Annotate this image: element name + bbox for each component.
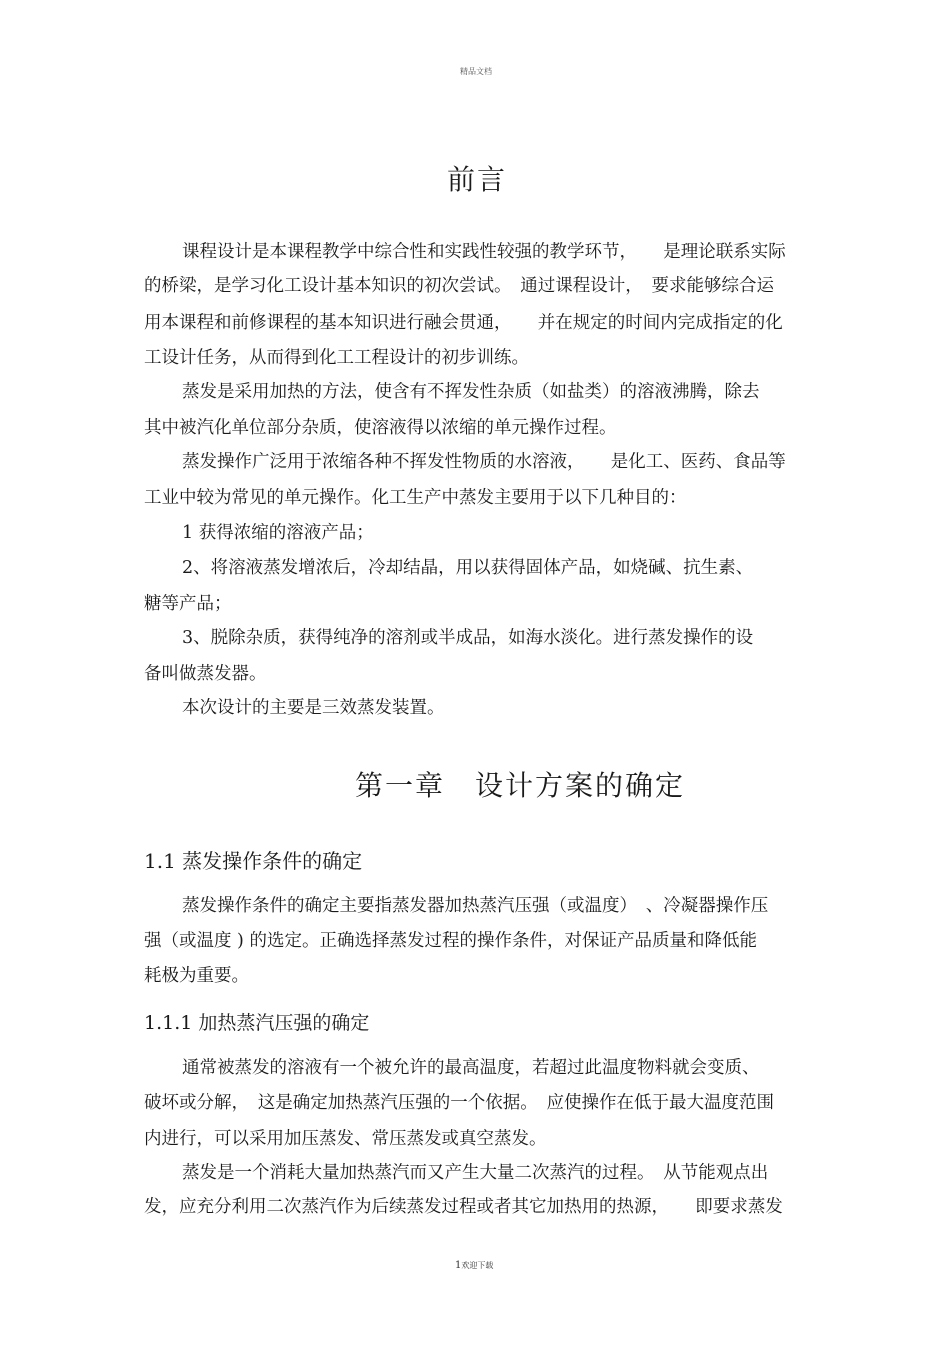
subsection-line: 通常被蒸发的溶液有一个被允许的最高温度，若超过此温度物料就会变质、 bbox=[182, 1058, 760, 1078]
page-number: 1 bbox=[455, 1260, 462, 1271]
section-line: 强（或温度 ) 的选定。正确选择蒸发过程的操作条件，对保证产品质量和降低能 bbox=[144, 931, 757, 951]
preface-line: 的桥梁，是学习化工设计基本知识的初次尝试。 通过课程设计， 要求能够综合运 bbox=[144, 276, 774, 296]
subsection-line: 破坏或分解， 这是确定加热蒸汽压强的一个依据。 应使操作在低于最大温度范围 bbox=[144, 1093, 774, 1113]
preface-line: 2、将溶液蒸发增浓后，冷却结晶，用以获得固体产品，如烧碱、抗生素、 bbox=[182, 558, 754, 578]
preface-line: 工设计任务，从而得到化工工程设计的初步训练。 bbox=[144, 348, 529, 368]
preface-line: 课程设计是本课程教学中综合性和实践性较强的教学环节， 是理论联系实际 bbox=[182, 242, 786, 262]
section-heading: 1.1 蒸发操作条件的确定 bbox=[144, 849, 363, 873]
preface-line: 备叫做蒸发器。 bbox=[144, 664, 267, 684]
preface-line: 糖等产品； bbox=[144, 594, 232, 614]
preface-line: 用本课程和前修课程的基本知识进行融会贯通， 并在规定的时间内完成指定的化 bbox=[144, 313, 783, 333]
preface-line: 其中被汽化单位部分杂质，使溶液得以浓缩的单元操作过程。 bbox=[144, 418, 617, 438]
chapter-title: 第一章 设计方案的确定 bbox=[355, 769, 686, 802]
subsection-line: 发，应充分利用二次蒸汽作为后续蒸发过程或者其它加热用的热源， 即要求蒸发 bbox=[144, 1197, 783, 1217]
subsection-heading: 1.1.1 加热蒸汽压强的确定 bbox=[144, 1012, 370, 1034]
preface-title: 前言 bbox=[447, 163, 508, 196]
preface-line: 1 获得浓缩的溶液产品； bbox=[182, 523, 374, 543]
preface-line: 工业中较为常见的单元操作。化工生产中蒸发主要用于以下几种目的： bbox=[144, 488, 687, 508]
section-line: 蒸发操作条件的确定主要指蒸发器加热蒸汽压强（或温度） 、冷凝器操作压 bbox=[182, 896, 769, 916]
page-footer bbox=[455, 1260, 493, 1271]
preface-line: 本次设计的主要是三效蒸发装置。 bbox=[182, 698, 445, 718]
preface-line: 蒸发操作广泛用于浓缩各种不挥发性物质的水溶液， 是化工、医药、食品等 bbox=[182, 452, 786, 472]
subsection-line: 蒸发是一个消耗大量加热蒸汽而又产生大量二次蒸汽的过程。 从节能观点出 bbox=[182, 1163, 769, 1183]
section-line: 耗极为重要。 bbox=[144, 966, 249, 986]
header-watermark: 精品文档 bbox=[460, 67, 492, 76]
footer-text: 欢迎下载 bbox=[461, 1261, 494, 1270]
subsection-line: 内进行，可以采用加压蒸发、常压蒸发或真空蒸发。 bbox=[144, 1129, 547, 1149]
preface-line: 蒸发是采用加热的方法，使含有不挥发性杂质（如盐类）的溶液沸腾，除去 bbox=[182, 382, 760, 402]
preface-line: 3、脱除杂质，获得纯净的溶剂或半成品，如海水淡化。进行蒸发操作的设 bbox=[182, 628, 754, 648]
